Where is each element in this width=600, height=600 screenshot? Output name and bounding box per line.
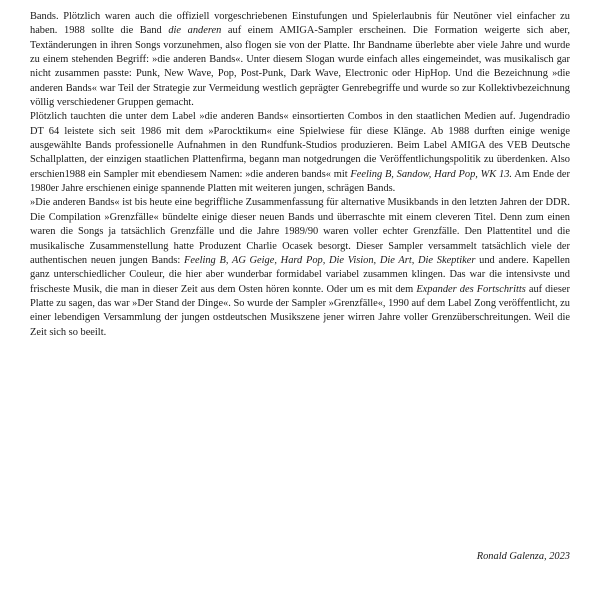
paragraph: Bands. Plötzlich waren auch die offiziell vorgeschriebenen Einstufungen und Spielerlaubnis für Neutöner viel einfacher zu haben. 1988 sollte die Band die anderen auf einem AMIGA-Sampler erscheinen. Die Formation weigerte sich aber, Textänderungen in ihren Songs vorzunehmen, also flogen sie von der Platte. Ihr Bandname überlebte aber viele Jahre und wurde zu einem stehenden Begriff: »die anderen Bands«. Unter diesem Slogan wurde einfach alles eingemeindet, was musikalisch gar nicht zusammen passte: Punk, New Wave, Pop, Post-Punk, Dark Wave, Electronic oder HipHop. Und die Bezeichnung »die anderen Bands« war Teil der Strategie zur Vermeidung westlich geprägter Genrebegriffe und wurde so zur Kollektivbezeichnung völlig verschiedener Gruppen gemacht.: [30, 11, 570, 109]
document-body: [30, 10, 570, 340]
author-signature: Ronald Galenza, 2023: [476, 551, 570, 562]
paragraph: »Die anderen Bands« ist bis heute eine begriffliche Zusammenfassung für alternative Musikbands in den letzten Jahren der DDR. Die Compilation »Grenzfälle« bündelte einige dieser neuen Bands und überraschte mit einem cleveren Titel. Denn zum einen waren die Songs ja tatsächlich Grenzfälle und die Jahre 1989/90 waren voller echter Grenzfälle. Den Plattentitel und die musikalische Zusammenstellung hatte Produzent Charlie Ocasek besorgt. Dieser Sampler versammelt tatsächlich viele der authentischen neuen jungen Bands: Feeling B, AG Geige, Hard Pop, Die Vision, Die Art, Die Skeptiker und andere. Kapellen ganz unterschiedlicher Couleur, die hier aber wunderbar formidabel variabel zusammen klingen. Das war die intensivste und frischeste Musik, die man in dieser Zeit aus dem Osten hören konnte. Oder um es mit dem Expander des Fortschritts auf dieser Platte zu sagen, das war »Der Stand der Dinge«. So wurde der Sampler »Grenzfälle«, 1990 auf dem Label Zong veröffentlicht, zu einer lebendigen Versammlung der jungen ostdeutschen Musikszene jener wirren Jahre voller Grenzüberschreitungen. Weil die Zeit sich so beeilt.: [30, 197, 570, 338]
paragraph: Plötzlich tauchten die unter dem Label »die anderen Bands« einsortierten Combos in den staatlichen Medien auf. Jugendradio DT 64 leistete sich seit 1986 mit dem »Parocktikum« eine Spielwiese für diese Klänge. Ab 1988 durften einige wenige ausgewählte Bands professionelle Aufnahmen in den Rundfunk-Studios produzieren. Beim Label AMIGA des VEB Deutsche Schallplatten, der einzigen staatlichen Plattenfirma, begann man notgedrungen die Veröffentlichungspolitik zu überdenken. Also erschien1988 ein Sampler mit ebendiesem Namen: »die anderen bands« mit Feeling B, Sandow, Hard Pop, WK 13. Am Ende der 1980er Jahre erschienen einige spannende Platten mit weiteren jungen, schrägen Bands.: [30, 111, 570, 195]
